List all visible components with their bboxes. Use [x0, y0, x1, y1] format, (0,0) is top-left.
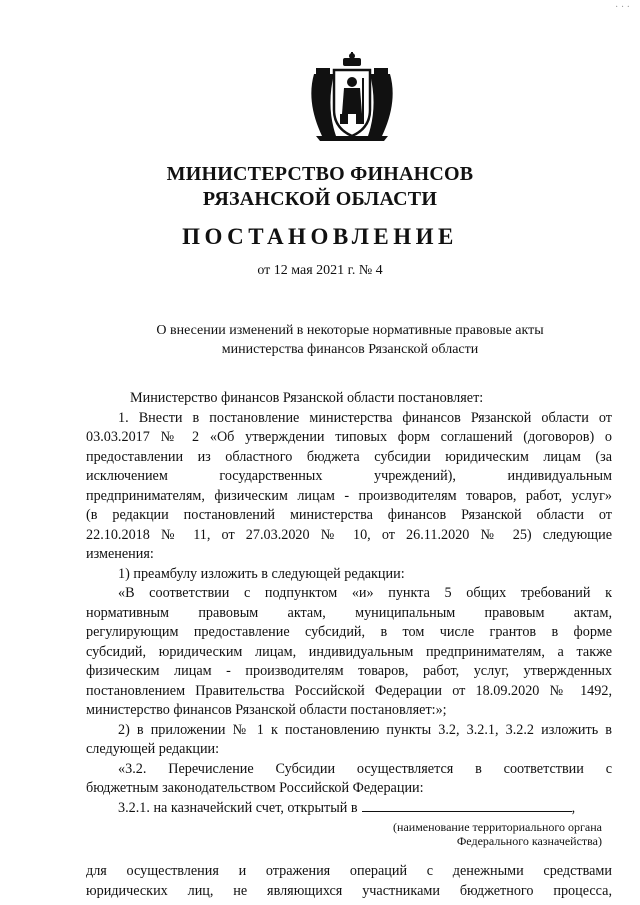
comma: ,	[571, 799, 576, 816]
paragraph-line: бюджетным законодательством Российской Федерации:	[86, 780, 424, 796]
ministry-name-line2: РЯЗАНСКОЙ ОБЛАСТИ	[202, 188, 438, 210]
paragraph-treasury-account	[86, 799, 612, 819]
paragraph-line: следующей редакции:	[86, 741, 220, 757]
paragraph-line: предпринимателям, физическим лицам - производителям товаров, работ, услуг»	[86, 487, 612, 504]
coat-of-arms-icon	[296, 52, 408, 142]
subject-line: министерства финансов Рязанской области	[221, 342, 479, 357]
paragraph-line: физическим лицам - производителям товаров, работ, услуг, утвержденных	[86, 663, 612, 679]
paragraph-line: «В соответствии с подпунктом «и» пункта 5 общих требований к	[118, 585, 612, 601]
blank-fill-line	[362, 799, 572, 812]
paragraph-line: изменения:	[86, 546, 154, 562]
paragraph-line: 2) в приложении № 1 к постановлению пункты 3.2, 3.2.1, 3.2.2 изложить в	[118, 721, 612, 738]
blank-caption	[86, 820, 612, 848]
caption-line: (наименование территориального органа	[393, 820, 602, 834]
paragraph-line: исключением государственных учреждений), индивидуальным	[86, 468, 612, 484]
paragraph-line: нормативным правовым актам, муниципальным правовым актам,	[86, 604, 612, 621]
paragraph-line: 1. Внести в постановление министерства финансов Рязанской области от	[118, 409, 612, 426]
paragraph-resolves: Министерство финансов Рязанской области постановляет:	[130, 390, 484, 406]
paragraph-line: субсидий, юридическим лицам, индивидуальным предпринимателям, а также	[86, 643, 612, 660]
caption-line: Федерального казначейства)	[456, 834, 602, 848]
document-subject	[130, 321, 570, 359]
paragraph-line: 22.10.2018 № 11, от 27.03.2020 № 10, от 26.11.2020 № 25) следующие	[86, 526, 612, 543]
paragraph-line: постановлением Правительства Российской Федерации от 18.09.2020 № 1492,	[86, 682, 612, 699]
paragraph-line: юридических лиц, не являющихся участниками бюджетного процесса,	[86, 882, 612, 899]
document-date-number: от 12 мая 2021 г. № 4	[257, 263, 383, 278]
paragraph-line: для осуществления и отражения операций с денежными средствами	[86, 863, 612, 879]
paragraph-item-1: 1) преамбулу изложить в следующей редакции:	[118, 565, 405, 582]
paragraph-line: регулирующим предоставление субсидий, в том числе грантов в форме	[86, 624, 612, 640]
subject-line: О внесении изменений в некоторые нормативные правовые акты	[156, 323, 544, 338]
paragraph-line: «3.2. Перечисление Субсидии осуществляется в соответствии с	[118, 760, 612, 777]
paragraph-line: министерство финансов Рязанской области постановляет:»;	[86, 702, 447, 718]
paragraph-line: (в редакции постановлений министерства финансов Рязанской области от	[86, 507, 612, 523]
document-type-title: ПОСТАНОВЛЕНИЕ	[182, 224, 458, 249]
paragraph-line: 03.03.2017 № 2 «Об утверждении типовых форм соглашений (договоров) о	[86, 429, 612, 445]
paragraph-line: предоставлении из областного бюджета субсидии юридическим лицам (за	[86, 448, 612, 465]
treasury-account-text: 3.2.1. на казначейский счет, открытый в	[118, 799, 358, 816]
document-body	[86, 389, 612, 901]
corner-marks: · · ·	[615, 2, 630, 13]
ministry-name-line1: МИНИСТЕРСТВО ФИНАНСОВ	[166, 163, 474, 185]
